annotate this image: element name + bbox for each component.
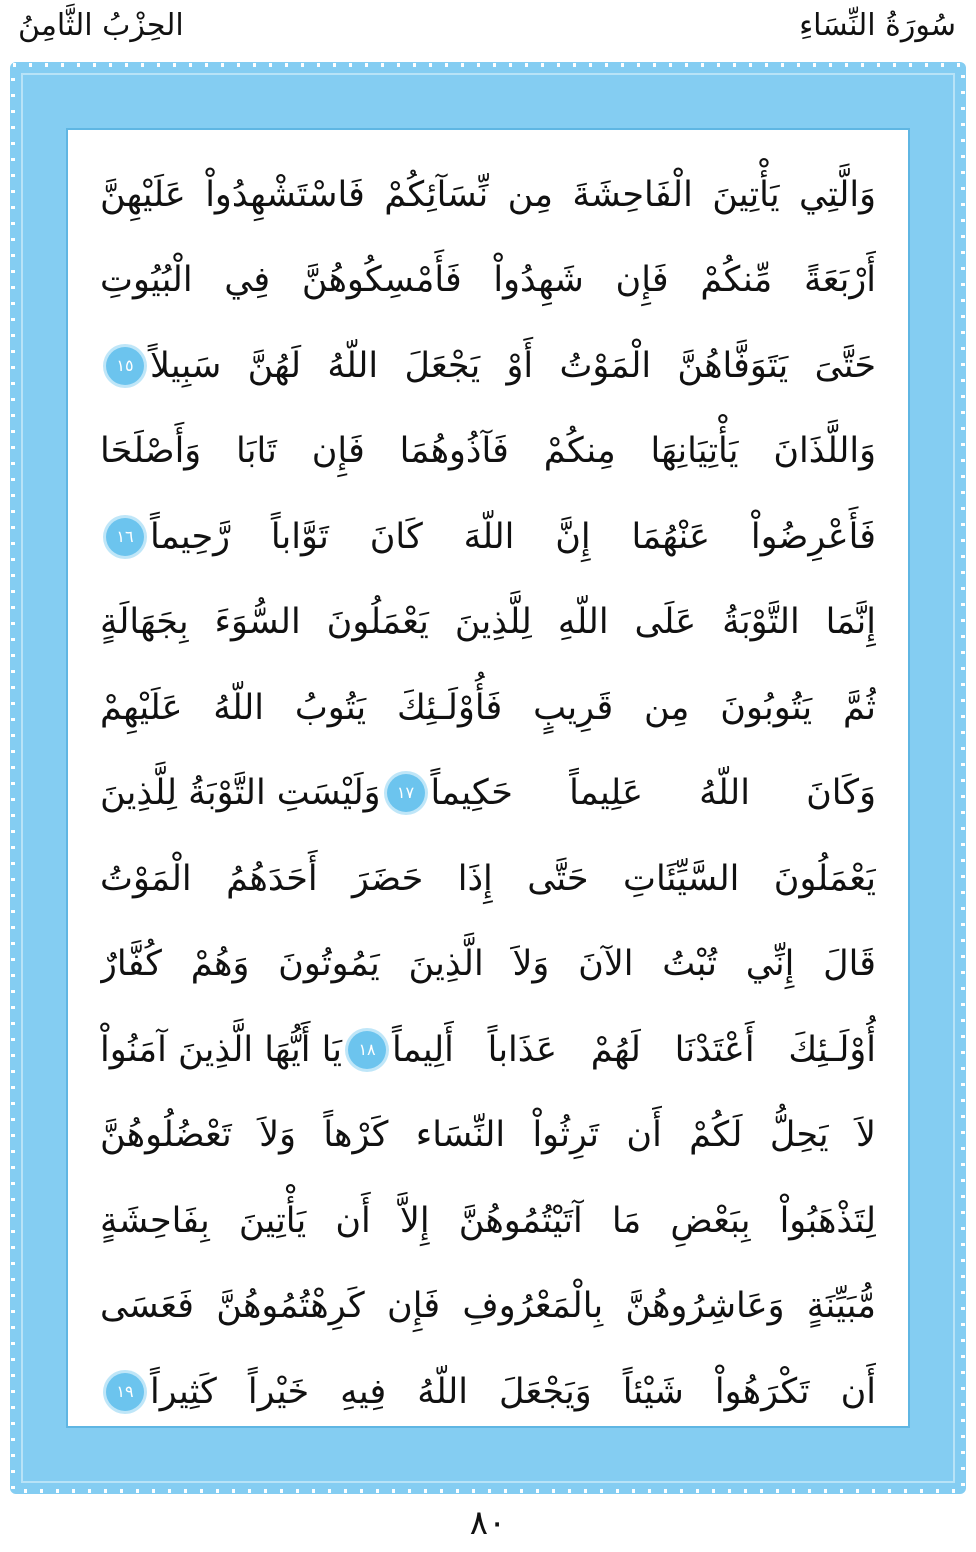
verse-line: [100, 1093, 876, 1179]
verse-text: يَعْمَلُونَ السَّيِّئَاتِ حَتَّى إِذَا حَضَرَ أَحَدَهُمُ الْمَوْتُ: [100, 858, 876, 899]
verse-text: وَاللَّذَانَ يَأْتِيَانِهَا مِنكُمْ فَآذُوهُمَا فَإِن تَابَا وَأَصْلَحَا: [100, 431, 876, 472]
ayah-number-marker: ١٨: [348, 1031, 386, 1069]
verse-line: [100, 922, 876, 1008]
page-header: [0, 0, 976, 58]
surah-title: سُورَةُ النِّسَاءِ: [799, 8, 956, 43]
verse-line: [100, 1264, 876, 1350]
verse-line: [100, 1178, 876, 1264]
ayah-number-marker: ١٦: [106, 518, 144, 556]
quran-text: [100, 152, 876, 1435]
verse-text: لاَ يَحِلُّ لَكُمْ أَن تَرِثُواْ النِّسَاء كَرْهاً وَلاَ تَعْضُلُوهُنَّ: [100, 1115, 876, 1156]
verse-text: قَالَ إِنِّي تُبْتُ الآنَ وَلاَ الَّذِينَ يَمُوتُونَ وَهُمْ كُفَّارٌ: [100, 944, 876, 985]
verse-text-continued: وَلَيْسَتِ التَّوْبَةُ لِلَّذِينَ: [100, 773, 381, 814]
verse-text: أَرْبَعَةً مِّنكُمْ فَإِن شَهِدُواْ فَأَمْسِكُوهُنَّ فِي الْبُيُوتِ: [100, 260, 876, 301]
verse-line: [100, 580, 876, 666]
verse-line: [100, 152, 876, 238]
verse-line: [100, 1007, 876, 1093]
verse-text: أُوْلَـئِكَ أَعْتَدْنَا لَهُمْ عَذَاباً أَلِيماً: [392, 1029, 876, 1070]
verse-text: وَالَّتِي يَأْتِينَ الْفَاحِشَةَ مِن نِّسَآئِكُمْ فَاسْتَشْهِدُواْ عَلَيْهِنَّ: [100, 174, 876, 215]
verse-line: [100, 238, 876, 324]
verse-text: إِنَّمَا التَّوْبَةُ عَلَى اللّهِ لِلَّذِينَ يَعْمَلُونَ السُّوَءَ بِجَهَالَةٍ: [100, 602, 876, 643]
hizb-title: الحِزْبُ الثَّامِنُ: [18, 8, 184, 43]
ayah-number-marker: ١٩: [106, 1373, 144, 1411]
verse-line: [100, 665, 876, 751]
verse-line: [100, 323, 876, 409]
verse-text: ثُمَّ يَتُوبُونَ مِن قَرِيبٍ فَأُوْلَـئِكَ يَتُوبُ اللّهُ عَلَيْهِمْ: [100, 687, 876, 728]
verse-line: [100, 836, 876, 922]
verse-line: [100, 1349, 876, 1435]
verse-text: مُّبَيِّنَةٍ وَعَاشِرُوهُنَّ بِالْمَعْرُوفِ فَإِن كَرِهْتُمُوهُنَّ فَعَسَى: [100, 1286, 876, 1327]
verse-line: [100, 409, 876, 495]
verse-text: وَكَانَ اللّهُ عَلِيماً حَكِيماً: [430, 773, 876, 814]
verse-text: حَتَّىَ يَتَوَفَّاهُنَّ الْمَوْتُ أَوْ يَجْعَلَ اللّهُ لَهُنَّ سَبِيلاً: [150, 345, 876, 386]
page-number: ٨٠: [469, 1503, 507, 1543]
ayah-number-marker: ١٥: [106, 347, 144, 385]
verse-text: فَأَعْرِضُواْ عَنْهُمَا إِنَّ اللّهَ كَانَ تَوَّاباً رَّحِيماً: [150, 516, 876, 557]
ayah-number-marker: ١٧: [387, 774, 425, 812]
verse-text: لِتَذْهَبُواْ بِبَعْضِ مَا آتَيْتُمُوهُنَّ إِلاَّ أَن يَأْتِينَ بِفَاحِشَةٍ: [100, 1200, 876, 1241]
verse-text-continued: يَا أَيُّهَا الَّذِينَ آمَنُواْ: [100, 1029, 343, 1070]
verse-text: أَن تَكْرَهُواْ شَيْئاً وَيَجْعَلَ اللّهُ فِيهِ خَيْراً كَثِيراً: [150, 1371, 876, 1412]
verse-line: [100, 494, 876, 580]
verse-line: [100, 751, 876, 837]
